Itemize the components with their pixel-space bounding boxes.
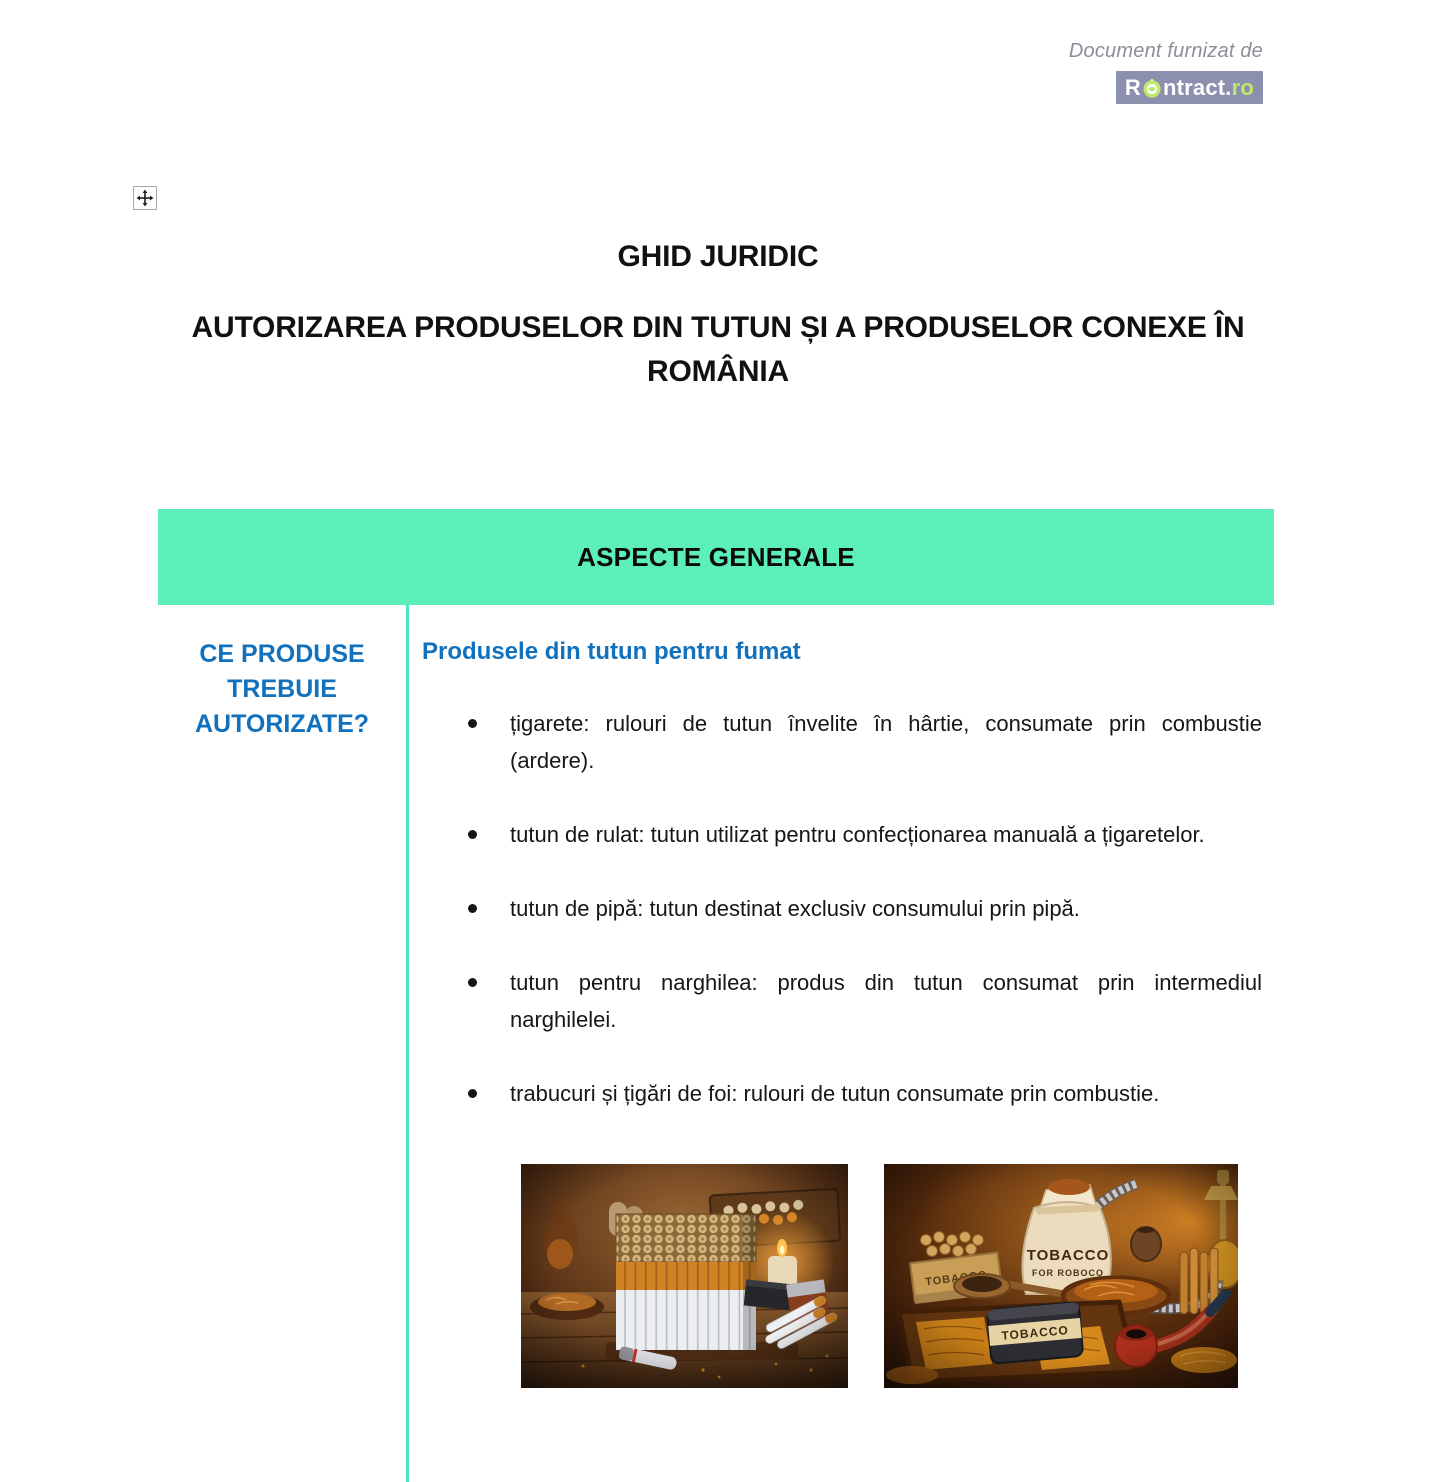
cigarettes-photo (521, 1164, 848, 1388)
logo-text-r: R (1124, 74, 1141, 100)
header (1069, 40, 1263, 104)
list-item: trabucuri și țigări de foi: rulouri de tutun consumate prin combustie. (422, 1075, 1262, 1112)
doc-type-title: GHID JURIDIC (617, 240, 819, 273)
left-column (158, 605, 406, 1482)
bullet-list (422, 705, 1262, 1112)
main-title: AUTORIZAREA PRODUSELOR DIN TUTUN ȘI A PRODUSELOR CONEXE ÎN ROMÂNIA (191, 311, 1245, 388)
right-column (409, 605, 1274, 1482)
list-item: tutun de pipă: tutun destinat exclusiv consumului prin pipă. (422, 890, 1262, 927)
logo-text-dot: . (1225, 74, 1232, 100)
table-body (158, 605, 1274, 1482)
list-item: tutun pentru narghilea: produs din tutun consumat prin intermediul narghilelei. (422, 964, 1262, 1038)
logo-text-ntract: ntract (1162, 74, 1226, 100)
section-header: ASPECTE GENERALE (158, 509, 1274, 605)
table-move-handle-icon[interactable] (133, 186, 157, 210)
list-item: țigarete: rulouri de tutun învelite în hârtie, consumate prin combustie (ardere). (422, 705, 1262, 779)
content-table (158, 509, 1274, 1482)
list-item: tutun de rulat: tutun utilizat pentru confecționarea manuală a țigaretelor. (422, 816, 1262, 853)
handshake-circle-icon (1142, 78, 1162, 98)
subsection-heading: Produsele din tutun pentru fumat (422, 638, 801, 665)
left-column-question: CE PRODUSE TREBUIE AUTORIZATE? (194, 640, 370, 738)
tobacco-products-photo (884, 1164, 1238, 1388)
logo-text-ro: ro (1231, 74, 1254, 100)
rontract-logo[interactable] (1116, 71, 1263, 104)
photo-row (521, 1164, 1262, 1388)
provided-by-text: Document furnizat de (1068, 40, 1263, 62)
